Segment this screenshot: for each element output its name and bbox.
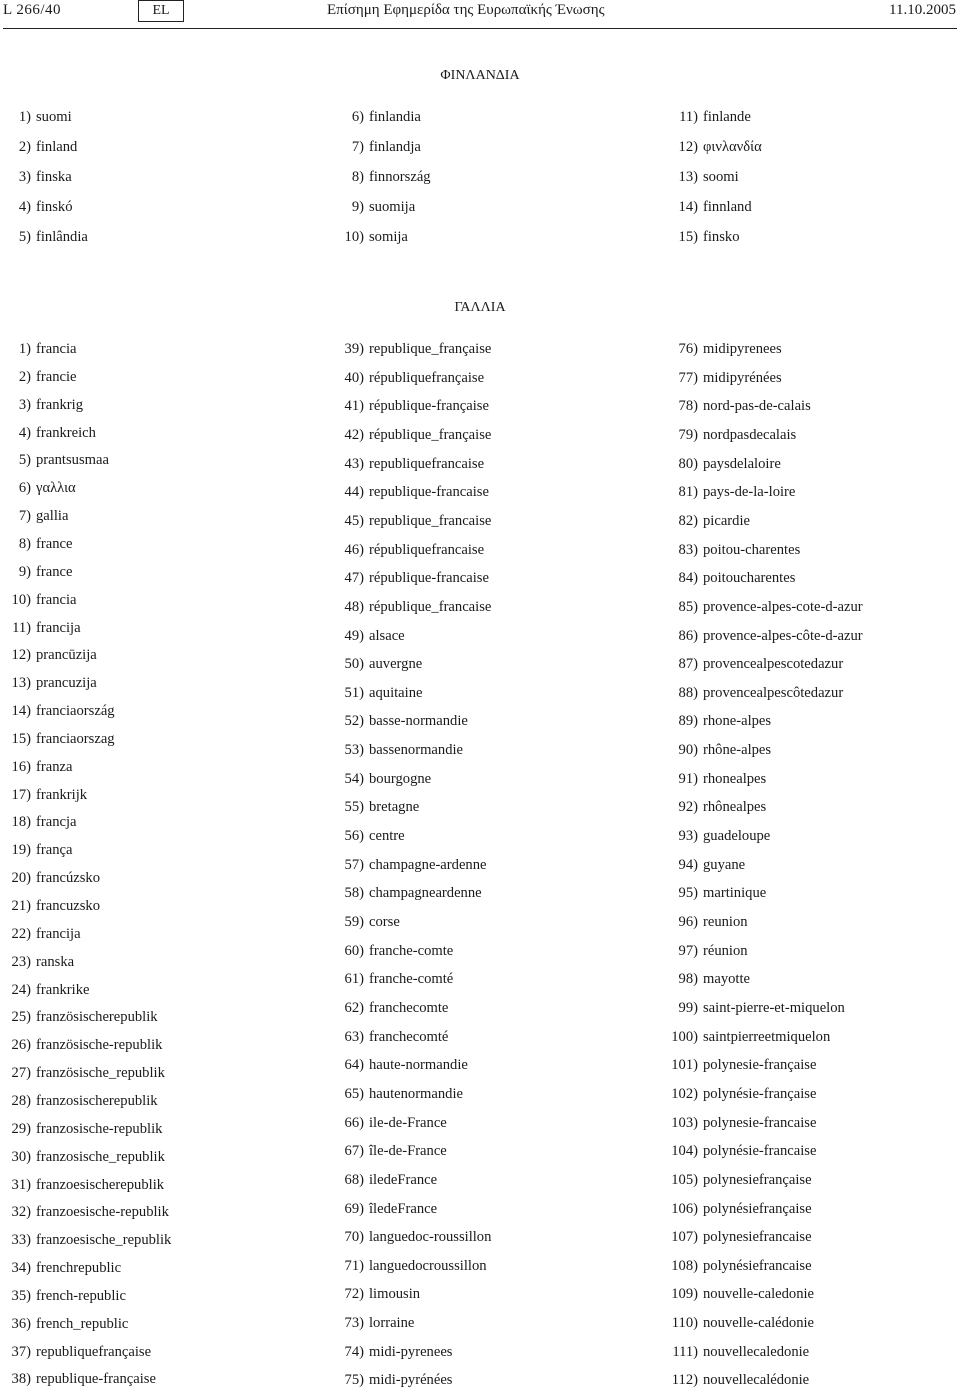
list-item-number: 19) <box>11 842 31 859</box>
list-item-number: 37) <box>11 1343 31 1360</box>
list-item-number: 7) <box>18 508 31 525</box>
list-item-name: reunion <box>703 914 748 930</box>
list-item-name: polynesiefrancaise <box>703 1229 812 1246</box>
section-title-finland: ΦΙΝΛΑΝΔΙΑ <box>440 68 520 83</box>
list-item-number: 6) <box>18 480 31 497</box>
list-item-number: 10) <box>344 229 364 245</box>
list-item-number: 26) <box>11 1037 31 1054</box>
list-item-number: 9) <box>18 563 31 580</box>
list-item-name: finnország <box>369 169 431 185</box>
list-item-name: midi-pyrénées <box>369 1372 453 1389</box>
list-item-number: 50) <box>344 656 364 673</box>
list-item-name: réunion <box>703 942 748 959</box>
list-item-number: 63) <box>344 1028 364 1045</box>
list-item-number: 84) <box>678 570 698 587</box>
list-item-name: frança <box>36 842 73 859</box>
list-item-number: 86) <box>678 627 698 644</box>
list-item-name: prantsusmaa <box>36 452 109 469</box>
list-item-name: republique-française <box>36 1371 156 1388</box>
list-item-name: soomi <box>703 169 739 185</box>
list-item-name: franzoesischerepublik <box>36 1176 165 1193</box>
list-item-number: 46) <box>344 541 364 558</box>
list-item-number: 29) <box>11 1120 31 1137</box>
list-item-number: 64) <box>344 1057 364 1074</box>
list-item-number: 8) <box>351 169 364 185</box>
list-item-number: 95) <box>678 885 698 902</box>
list-item-number: 71) <box>344 1257 364 1274</box>
list-item-name: franzoesische_republik <box>36 1232 172 1249</box>
list-item-number: 77) <box>678 369 698 386</box>
list-item-name: frankrike <box>36 981 90 998</box>
list-item-number: 85) <box>678 598 698 615</box>
list-item-name: champagneardenne <box>369 885 482 902</box>
list-item-number: 5) <box>18 229 31 245</box>
list-item-number: 52) <box>344 713 364 730</box>
list-item-number: 44) <box>344 484 364 501</box>
list-item-name: mayotte <box>703 971 751 988</box>
list-item-name: rhônealpes <box>703 799 767 816</box>
list-item-number: 62) <box>344 999 364 1016</box>
list-item-name: nouvelle-calédonie <box>703 1315 815 1332</box>
list-item-number: 106) <box>671 1200 698 1217</box>
list-item-name: französische-republik <box>36 1037 163 1054</box>
list-item-name: provence-alpes-cote-d-azur <box>703 598 863 615</box>
list-item-name: francie <box>36 368 77 385</box>
list-item-number: 3) <box>18 396 31 413</box>
list-item-name: finlandia <box>369 109 421 125</box>
list-item-name: franzosischerepublik <box>36 1092 158 1109</box>
list-item-number: 32) <box>11 1204 31 1221</box>
list-item-name: franchecomte <box>369 999 449 1016</box>
list-item-name: suomija <box>369 199 416 215</box>
list-item-number: 82) <box>678 512 698 529</box>
list-item-name: provencealpescotedazur <box>703 656 844 673</box>
list-item-name: champagne-ardenne <box>369 856 487 873</box>
list-item-name: franche-comté <box>369 971 454 988</box>
list-item-name: poitou-charentes <box>703 541 801 558</box>
list-item-number: 43) <box>344 455 364 472</box>
list-item-name: francia <box>36 591 77 608</box>
list-item-name: république_francaise <box>369 598 492 615</box>
list-item-number: 27) <box>11 1065 31 1082</box>
list-item-name: guadeloupe <box>703 828 771 845</box>
list-item-number: 2) <box>18 368 31 385</box>
list-item-number: 98) <box>678 971 698 988</box>
list-item-name: francuzsko <box>36 898 101 914</box>
page-header <box>0 0 960 22</box>
list-item-name: finska <box>36 169 72 185</box>
list-item-name: france <box>36 563 73 580</box>
list-item-number: 30) <box>11 1148 31 1165</box>
list-item-name: picardie <box>703 512 750 529</box>
list-item-name: basse-normandie <box>369 713 468 730</box>
list-item-number: 88) <box>678 684 698 701</box>
list-item-number: 70) <box>344 1229 364 1246</box>
list-item-name: polynesie-française <box>703 1057 817 1074</box>
list-item-number: 74) <box>344 1343 364 1360</box>
list-item-number: 38) <box>11 1371 31 1388</box>
list-item-name: finnland <box>703 199 752 215</box>
list-item-number: 8) <box>18 535 31 552</box>
list-item-name: martinique <box>703 885 767 902</box>
list-item-number: 100) <box>671 1028 698 1045</box>
list-item-name: polynésie-française <box>703 1085 817 1102</box>
list-item-number: 49) <box>344 627 364 644</box>
list-item-number: 31) <box>11 1176 31 1193</box>
list-item-name: finlande <box>703 109 751 125</box>
list-item-name: french_republic <box>36 1315 129 1332</box>
list-item-name: republique_francaise <box>369 512 492 529</box>
list-item-name: république-francaise <box>369 570 489 587</box>
list-item-name: somija <box>369 229 408 245</box>
list-item-number: 7) <box>351 139 364 155</box>
list-item-name: franciaorszag <box>36 730 115 747</box>
list-item-name: french-republic <box>36 1287 126 1304</box>
list-item-number: 1) <box>18 109 31 125</box>
page-reference: L 266/40 <box>3 2 62 18</box>
list-item-number: 73) <box>344 1315 364 1332</box>
list-item-number: 4) <box>18 199 31 215</box>
list-item-name: franzoesische-republik <box>36 1204 169 1221</box>
list-item-name: republiquefrancaise <box>369 455 485 472</box>
list-item-number: 9) <box>351 199 364 215</box>
list-item-number: 17) <box>11 786 31 803</box>
list-item-name: republique-francaise <box>369 484 489 501</box>
language-badge: EL <box>138 0 184 22</box>
list-item-name: corse <box>369 914 400 930</box>
list-item-number: 28) <box>11 1092 31 1109</box>
list-item-name: saint-pierre-et-miquelon <box>703 999 845 1016</box>
list-item-name: franchecomté <box>369 1028 449 1045</box>
list-item-number: 53) <box>344 742 364 759</box>
list-item-number: 59) <box>344 914 364 930</box>
list-item-number: 13) <box>11 675 31 692</box>
list-item-name: francija <box>36 619 81 636</box>
list-item-number: 34) <box>11 1260 31 1277</box>
list-item-number: 48) <box>344 598 364 615</box>
list-item-name: midi-pyrenees <box>369 1343 453 1360</box>
list-item-name: frenchrepublic <box>36 1260 122 1277</box>
list-item-number: 54) <box>344 770 364 787</box>
list-item-number: 5) <box>18 452 31 469</box>
list-item-number: 11) <box>12 619 31 636</box>
list-item-number: 14) <box>678 199 698 215</box>
list-item-name: nouvelle-caledonie <box>703 1286 815 1303</box>
list-item-name: france <box>36 535 73 552</box>
list-item-number: 56) <box>344 828 364 845</box>
list-item-number: 33) <box>11 1232 31 1249</box>
list-item-number: 6) <box>351 109 364 125</box>
list-item-number: 1) <box>18 341 31 357</box>
list-item-name: republiquefrançaise <box>36 1343 152 1360</box>
list-item-number: 78) <box>678 398 698 415</box>
list-item-name: polynesie-francaise <box>703 1114 817 1131</box>
list-item-name: poitoucharentes <box>703 570 796 587</box>
list-item-name: rhône-alpes <box>703 742 772 759</box>
list-item-name: provencealpescôtedazur <box>703 684 844 701</box>
list-item-name: alsace <box>369 627 405 644</box>
list-item-number: 25) <box>11 1009 31 1026</box>
list-item-name: finsko <box>703 229 740 245</box>
list-item-number: 76) <box>678 341 698 357</box>
list-item-number: 42) <box>344 426 364 443</box>
list-item-name: finlândia <box>36 229 88 245</box>
list-item-number: 4) <box>18 424 31 441</box>
list-item-name: franza <box>36 758 73 775</box>
section-title-france: ΓΑΛΛΙΑ <box>454 300 506 315</box>
list-item-number: 55) <box>344 799 364 816</box>
list-item-name: midipyrénées <box>703 369 782 386</box>
list-item-name: républiquefrançaise <box>369 369 485 386</box>
list-item-number: 109) <box>671 1286 698 1303</box>
list-item-number: 111) <box>672 1343 698 1360</box>
list-item-number: 47) <box>344 570 364 587</box>
list-item-name: ranska <box>36 953 75 970</box>
list-item-number: 16) <box>11 758 31 775</box>
list-item-number: 92) <box>678 799 698 816</box>
list-item-name: rhonealpes <box>703 770 767 787</box>
list-item-name: gallia <box>36 508 69 525</box>
list-item-number: 105) <box>671 1171 698 1188</box>
list-item-name: prancūzija <box>36 647 97 664</box>
list-item-number: 58) <box>344 885 364 902</box>
list-item-name: bretagne <box>369 799 420 816</box>
list-item-name: lorraine <box>369 1315 415 1332</box>
list-item-name: bassenormandie <box>369 742 464 759</box>
list-item-number: 13) <box>678 169 698 185</box>
list-item-number: 65) <box>344 1085 364 1102</box>
list-item-number: 104) <box>671 1143 698 1160</box>
list-item-name: languedoc-roussillon <box>369 1229 492 1246</box>
list-item-number: 2) <box>18 139 31 155</box>
list-item-name: républiquefrancaise <box>369 541 485 558</box>
list-item-number: 94) <box>678 856 698 873</box>
list-item-number: 96) <box>678 914 698 930</box>
list-item-number: 12) <box>11 647 31 664</box>
list-item-name: iledeFrance <box>369 1171 438 1188</box>
list-item-number: 61) <box>344 971 364 988</box>
list-item-name: frankreich <box>36 424 96 441</box>
list-item-number: 21) <box>11 898 31 914</box>
list-item-number: 57) <box>344 856 364 873</box>
list-item-number: 108) <box>671 1257 698 1274</box>
list-item-name: prancuzija <box>36 675 97 692</box>
list-item-name: suomi <box>36 109 72 125</box>
list-item-number: 79) <box>678 426 698 443</box>
list-item-number: 83) <box>678 541 698 558</box>
list-item-name: französische_republik <box>36 1065 165 1082</box>
list-item-number: 101) <box>671 1057 698 1074</box>
list-item-name: nord-pas-de-calais <box>703 398 811 415</box>
list-item-number: 35) <box>11 1287 31 1304</box>
list-item-name: bourgogne <box>369 770 432 787</box>
list-item-name: nouvellecalédonie <box>703 1372 810 1389</box>
list-item-name: φινλανδία <box>703 139 762 155</box>
list-item-name: franzosische-republik <box>36 1120 163 1137</box>
list-item-number: 41) <box>344 398 364 415</box>
list-item-name: franche-comte <box>369 942 454 959</box>
list-item-name: nouvellecaledonie <box>703 1343 810 1360</box>
list-item-name: haute-normandie <box>369 1057 468 1074</box>
list-item-number: 68) <box>344 1171 364 1188</box>
list-item-name: ile-de-France <box>369 1114 447 1131</box>
list-item-number: 75) <box>344 1372 364 1389</box>
list-item-name: französischerepublik <box>36 1009 158 1026</box>
list-item-number: 12) <box>678 139 698 155</box>
list-item-number: 112) <box>671 1372 698 1389</box>
list-item-name: polynesiefrançaise <box>703 1171 812 1188</box>
list-item-name: franzosische_republik <box>36 1148 165 1165</box>
list-item-name: francja <box>36 814 77 831</box>
list-item-name: midipyrenees <box>703 341 782 357</box>
list-item-number: 24) <box>11 981 31 998</box>
list-item-number: 110) <box>671 1315 698 1332</box>
list-item-number: 90) <box>678 742 698 759</box>
list-item-number: 36) <box>11 1315 31 1332</box>
list-item-name: île-de-France <box>369 1143 447 1160</box>
list-item-name: γαλλια <box>36 480 76 497</box>
list-item-number: 39) <box>344 341 364 357</box>
list-item-number: 72) <box>344 1286 364 1303</box>
list-item-number: 51) <box>344 684 364 701</box>
list-item-number: 14) <box>11 703 31 720</box>
list-item-name: polynésiefrancaise <box>703 1257 812 1274</box>
list-item-number: 69) <box>344 1200 364 1217</box>
list-item-name: francija <box>36 925 81 942</box>
list-item-name: république_française <box>369 426 492 443</box>
list-item-name: frankrig <box>36 396 84 413</box>
list-item-name: republique_française <box>369 341 492 357</box>
list-item-number: 60) <box>344 942 364 959</box>
journal-title: Επίσημη Εφημερίδα της Ευρωπαϊκής Ένωσης <box>327 2 605 18</box>
list-item-number: 15) <box>678 229 698 245</box>
list-item-number: 45) <box>344 512 364 529</box>
list-item-name: nordpasdecalais <box>703 426 797 443</box>
list-item-number: 91) <box>678 770 698 787</box>
list-item-name: limousin <box>369 1286 421 1303</box>
list-item-number: 87) <box>678 656 698 673</box>
list-item-number: 10) <box>11 591 31 608</box>
list-item-name: finskó <box>36 199 73 215</box>
list-item-name: finland <box>36 139 78 155</box>
publication-date: 11.10.2005 <box>889 2 956 18</box>
list-item-name: centre <box>369 828 405 845</box>
list-item-number: 103) <box>671 1114 698 1131</box>
list-item-number: 11) <box>679 109 698 125</box>
list-item-number: 81) <box>678 484 698 501</box>
list-item-number: 15) <box>11 730 31 747</box>
list-item-name: finlandja <box>369 139 421 155</box>
list-item-name: polynésiefrançaise <box>703 1200 812 1217</box>
list-item-number: 99) <box>678 999 698 1016</box>
list-item-name: guyane <box>703 856 746 873</box>
list-item-name: polynésie-francaise <box>703 1143 817 1160</box>
list-item-name: provence-alpes-côte-d-azur <box>703 627 863 644</box>
list-item-number: 97) <box>678 942 698 959</box>
list-item-name: francia <box>36 341 77 357</box>
list-item-number: 89) <box>678 713 698 730</box>
list-item-number: 18) <box>11 814 31 831</box>
list-item-name: pays-de-la-loire <box>703 484 796 501</box>
list-item-name: hautenormandie <box>369 1085 464 1102</box>
list-item-name: rhone-alpes <box>703 713 772 730</box>
list-item-name: saintpierreetmiquelon <box>703 1028 831 1045</box>
list-item-name: aquitaine <box>369 684 423 701</box>
list-item-name: république-française <box>369 398 489 415</box>
list-item-name: franciaország <box>36 703 115 720</box>
list-item-name: languedocroussillon <box>369 1257 487 1274</box>
list-item-number: 67) <box>344 1143 364 1160</box>
list-item-number: 20) <box>11 870 31 887</box>
list-item-number: 23) <box>11 953 31 970</box>
list-item-name: auvergne <box>369 656 423 673</box>
list-item-name: paysdelaloire <box>703 455 781 472</box>
header-divider <box>3 28 957 29</box>
list-item-number: 3) <box>18 169 31 185</box>
list-item-number: 40) <box>344 369 364 386</box>
list-item-number: 107) <box>671 1229 698 1246</box>
list-item-number: 93) <box>678 828 698 845</box>
list-item-name: francúzsko <box>36 870 101 887</box>
list-item-number: 80) <box>678 455 698 472</box>
list-item-number: 66) <box>344 1114 364 1131</box>
list-item-number: 22) <box>11 925 31 942</box>
list-item-number: 102) <box>671 1085 698 1102</box>
list-item-name: frankrijk <box>36 786 88 803</box>
list-item-name: îledeFrance <box>369 1200 438 1217</box>
